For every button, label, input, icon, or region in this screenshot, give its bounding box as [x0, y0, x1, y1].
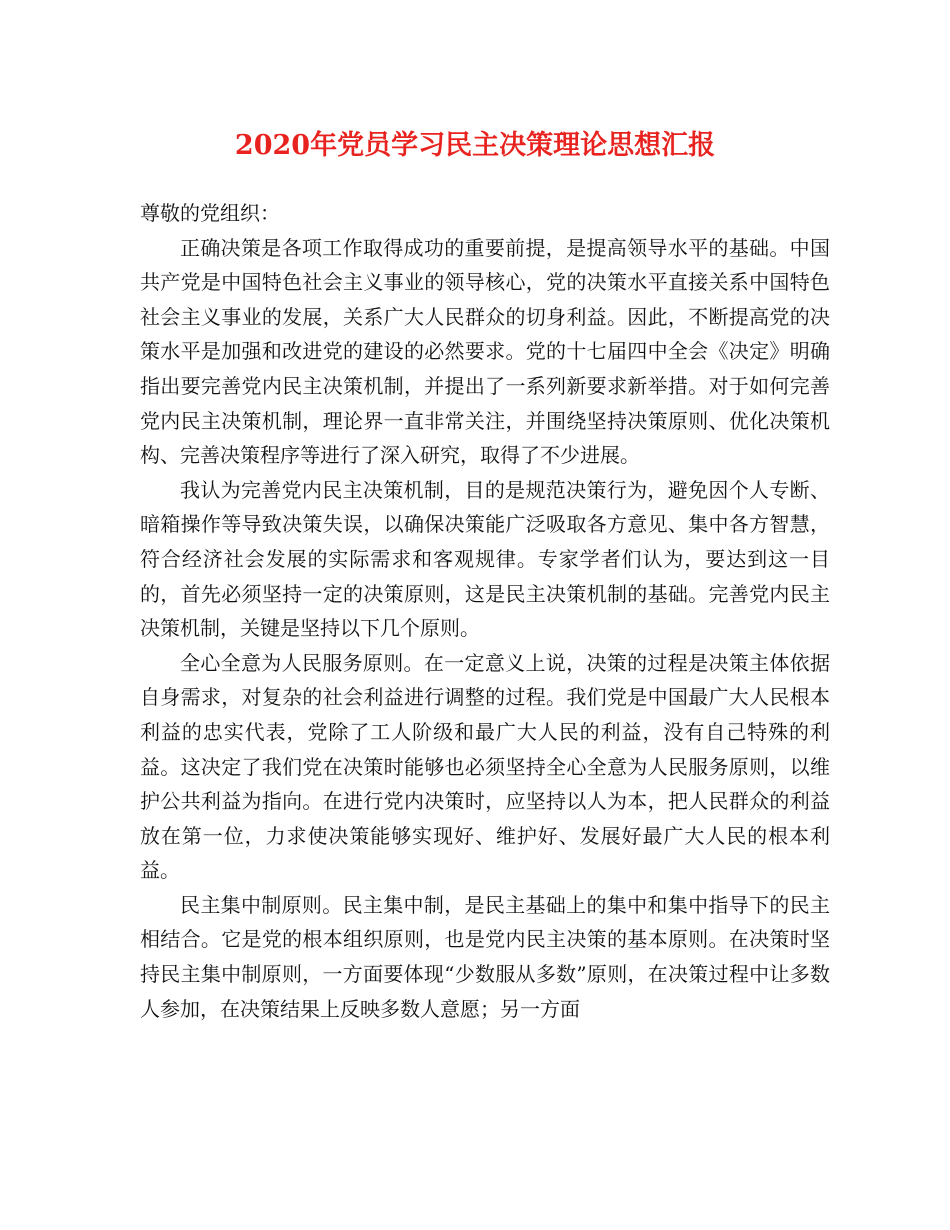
- paragraph-2: 我认为完善党内民主决策机制，目的是规范决策行为，避免因个人专断、暗箱操作等导致决策失误，以确保决策能广泛吸取各方意见、集中各方智慧，符合经济社会发展的实际需求和客观规律。专家学者们认为，要达到这一目的，首先必须坚持一定的决策原则，这是民主决策机制的基础。完善党内民主决策机制，关键是坚持以下几个原则。: [140, 477, 830, 641]
- paragraph-4: 民主集中制原则。民主集中制，是民主基础上的集中和集中指导下的民主相结合。它是党的根本组织原则，也是党内民主决策的基本原则。在决策时坚持民主集中制原则，一方面要体现“少数服从多数”原则，在决策过程中让多数人参加，在决策结果上反映多数人意愿；另一方面: [140, 892, 830, 1021]
- document-body: [140, 196, 830, 1026]
- document-title: 2020年党员学习民主决策理论思想汇报: [234, 130, 716, 161]
- paragraph-3: 全心全意为人民服务原则。在一定意义上说，决策的过程是决策主体依据自身需求，对复杂的社会利益进行调整的过程。我们党是中国最广大人民根本利益的忠实代表，党除了工人阶级和最广大人民的利益，没有自己特殊的利益。这决定了我们党在决策时能够也必须坚持全心全意为人民服务原则，以维护公共利益为指向。在进行党内决策时，应坚持以人为本，把人民群众的利益放在第一位，力求使决策能够实现好、维护好、发展好最广大人民的根本利益。: [140, 650, 830, 883]
- salutation: 尊敬的党组织：: [140, 201, 280, 225]
- paragraph-1: 正确决策是各项工作取得成功的重要前提，是提高领导水平的基础。中国共产党是中国特色社会主义事业的领导核心，党的决策水平直接关系中国特色社会主义事业的发展，关系广大人民群众的切身利益。因此，不断提高党的决策水平是加强和改进党的建设的必然要求。党的十七届四中全会《决定》明确指出要完善党内民主决策机制，并提出了一系列新要求新举措。对于如何完善党内民主决策机制，理论界一直非常关注，并围绕坚持决策原则、优化决策机构、完善决策程序等进行了深入研究，取得了不少进展。: [140, 235, 830, 468]
